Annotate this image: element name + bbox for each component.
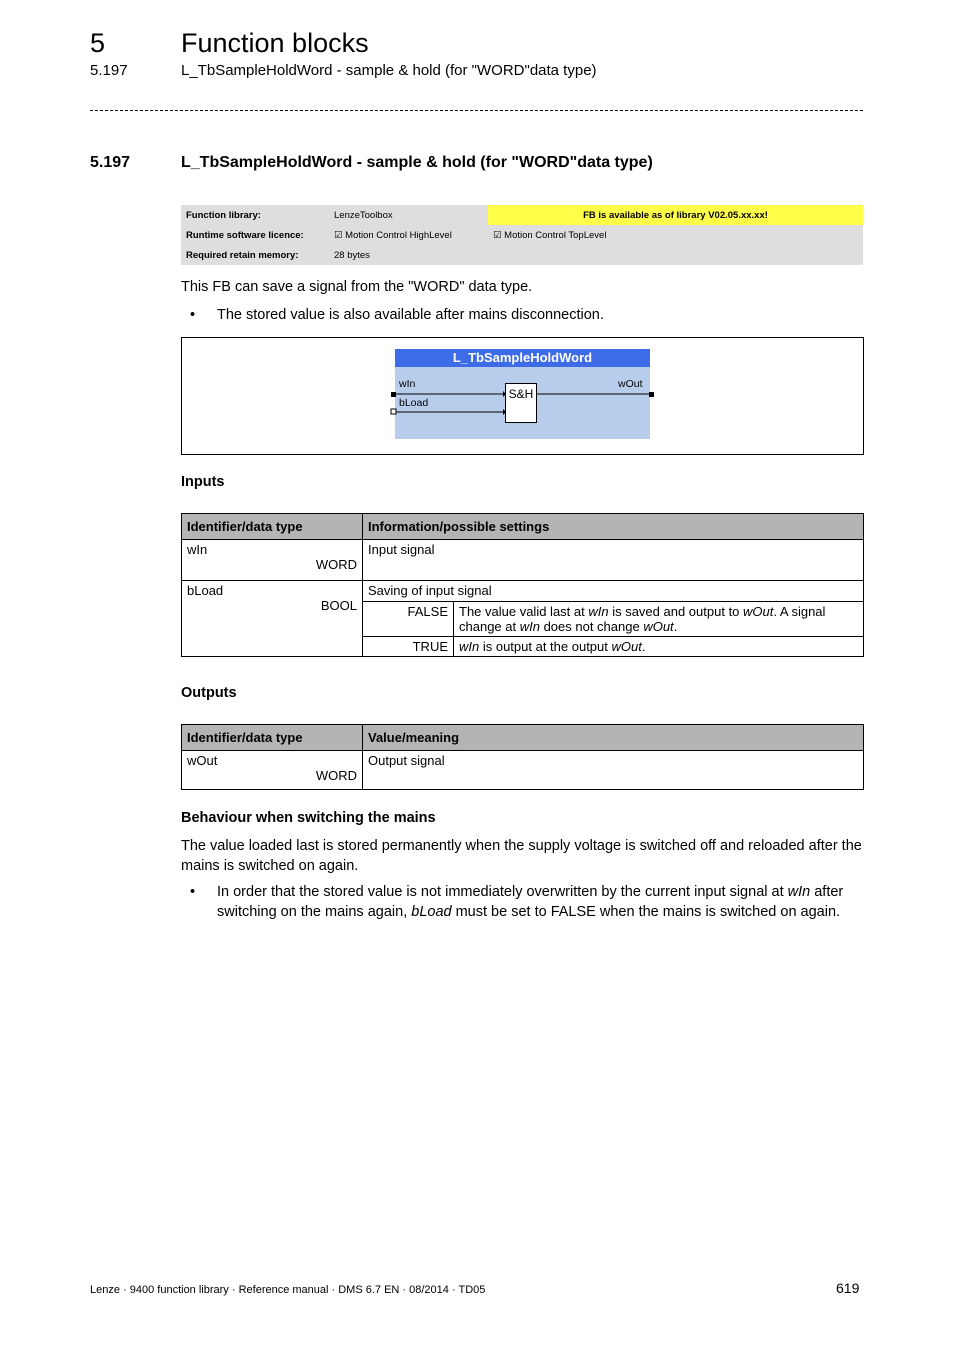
info-value: 28 bytes — [329, 245, 488, 265]
footer-text: Lenze · 9400 function library · Reference manual · DMS 6.7 EN · 08/2014 · TD05 — [90, 1284, 486, 1296]
outputs-heading: Outputs — [181, 685, 237, 701]
header-section-title: L_TbSampleHoldWord - sample & hold (for "WORD"data type) — [181, 62, 597, 79]
behaviour-bullet: • In order that the stored value is not immediately overwritten by the current input signal at wIn after switching on the mains again, bLoad must be set to FALSE when the mains is switched on again. — [190, 883, 865, 943]
info-value: LenzeToolbox — [329, 205, 488, 225]
behaviour-bullet-text: In order that the stored value is not immediately overwritten by the current input signal at wIn after switching on the mains again, bLoad must be set to FALSE when the mains is switched on again. — [217, 884, 844, 920]
sample-hold-block: S&H — [505, 383, 537, 423]
identifier: bLoad — [187, 583, 224, 598]
section-title: L_TbSampleHoldWord - sample & hold (for "WORD"data type) — [181, 154, 653, 171]
col-identifier: Identifier/data type — [182, 514, 363, 540]
info-label: Runtime software licence: — [181, 225, 329, 245]
value-true: TRUE — [363, 637, 454, 656]
info-text: Saving of input signal — [363, 581, 863, 602]
data-type: WORD — [315, 557, 357, 572]
availability-note: FB is available as of library V02.05.xx.xx! — [488, 205, 863, 225]
wout-connector — [649, 392, 654, 397]
identifier: wOut — [187, 753, 218, 768]
info-row-library — [181, 205, 863, 225]
function-block-title: L_TbSampleHoldWord — [395, 349, 650, 367]
behaviour-paragraph: The value loaded last is stored permanently when the supply voltage is switched off and reloaded after the mains is switched on again. — [181, 838, 862, 874]
info-value-2: ☑ Motion Control TopLevel — [488, 225, 863, 245]
chapter-number: 5 — [90, 28, 106, 58]
section-number: 5.197 — [90, 154, 131, 171]
bload-connector — [391, 409, 396, 414]
intro-bullet-text: The stored value is also available after mains disconnection. — [217, 307, 604, 323]
col-information: Information/possible settings — [363, 514, 864, 540]
true-description: wIn is output at the output wOut. — [459, 639, 646, 654]
info-label: Function library: — [181, 205, 329, 225]
identifier: wIn — [187, 542, 208, 557]
info-empty — [488, 245, 863, 265]
wout-signal-label: wOut — [618, 378, 643, 390]
info-text: Input signal — [363, 540, 864, 581]
info-row-licence — [181, 225, 863, 245]
info-text: Output signal — [363, 751, 864, 790]
header-divider — [90, 110, 863, 111]
info-label: Required retain memory: — [181, 245, 329, 265]
false-description: The value valid last at wIn is saved and output to wOut. A signal change at wIn does not change wOut. — [459, 604, 826, 634]
page-number: 619 — [836, 1280, 860, 1296]
bload-signal-label: bLoad — [399, 397, 429, 409]
chapter-title: Function blocks — [181, 28, 369, 58]
win-connector — [391, 392, 396, 397]
info-value: ☑ Motion Control HighLevel — [329, 225, 488, 245]
table-row — [182, 751, 864, 790]
data-type: BOOL — [320, 598, 357, 613]
outputs-table — [181, 724, 864, 790]
win-signal-label: wIn — [399, 378, 416, 390]
col-identifier: Identifier/data type — [182, 725, 363, 751]
header-section-number: 5.197 — [90, 62, 128, 79]
data-type: WORD — [315, 768, 357, 783]
table-row — [182, 581, 864, 657]
value-false: FALSE — [363, 602, 454, 636]
table-row — [182, 540, 864, 581]
library-info-table — [181, 205, 863, 265]
behaviour-heading: Behaviour when switching the mains — [181, 810, 436, 826]
info-row-retain — [181, 245, 863, 265]
col-value: Value/meaning — [363, 725, 864, 751]
inputs-table — [181, 513, 864, 657]
inputs-heading: Inputs — [181, 474, 225, 490]
intro-text: This FB can save a signal from the "WORD" data type. — [181, 279, 533, 295]
